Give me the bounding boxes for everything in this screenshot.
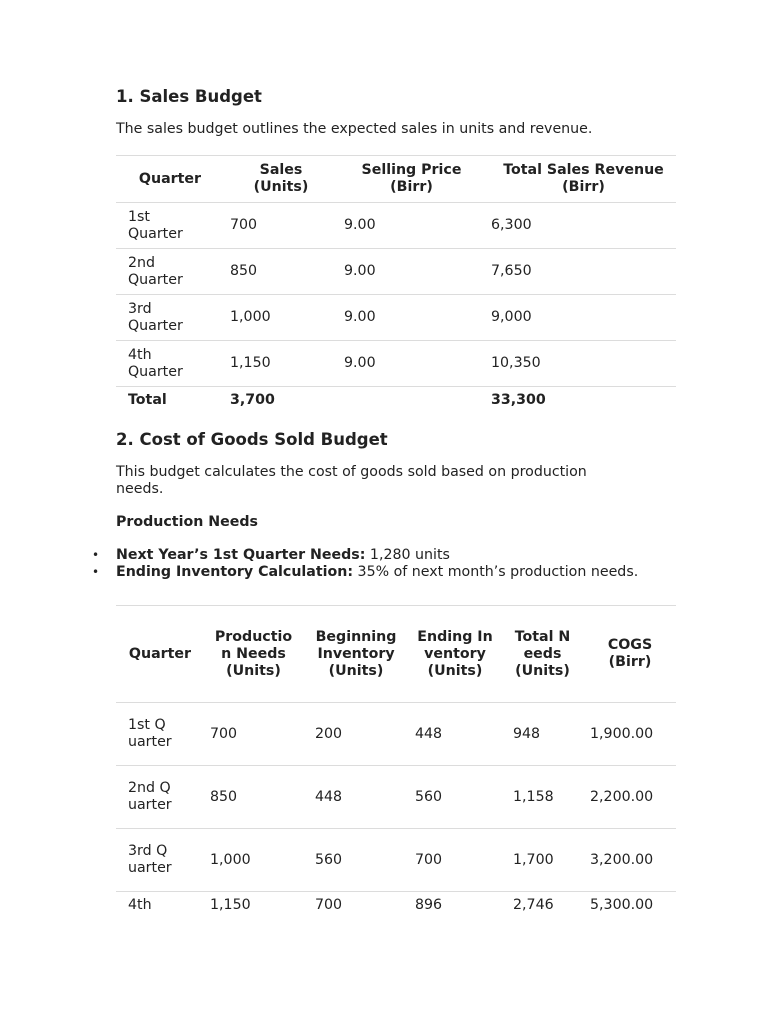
table-cell: 700 xyxy=(230,217,258,233)
bullet-icon: • xyxy=(92,548,100,562)
table-cell: 2,746 xyxy=(513,897,554,913)
column-header: Total Sales Revenue (Birr) xyxy=(503,162,664,195)
table-cell: 850 xyxy=(230,263,258,279)
table-cell: 4th xyxy=(128,897,152,913)
total-revenue: 33,300 xyxy=(491,392,546,409)
column-header: Ending Inventory (Units) xyxy=(417,628,493,679)
table-cell: 1,000 xyxy=(230,309,271,325)
table-cell: 850 xyxy=(210,788,238,805)
cogs-budget-description: This budget calculates the cost of goods sold based on production needs. xyxy=(116,464,587,497)
sales-budget-heading: 1. Sales Budget xyxy=(116,87,262,106)
table-cell: 448 xyxy=(315,788,343,805)
bullet-label: Next Year’s 1st Quarter Needs: xyxy=(116,547,366,563)
table-cell: 1,000 xyxy=(210,851,251,868)
table-row xyxy=(116,829,676,892)
table-row xyxy=(116,341,676,387)
table-row xyxy=(116,203,676,249)
table-cell: 1st Quarter xyxy=(128,208,183,242)
table-cell: 3rd Quarter xyxy=(128,300,183,334)
table-cell: 700 xyxy=(415,851,443,868)
table-cell: 3rd Quarter xyxy=(128,843,172,876)
table-header-row xyxy=(116,156,676,203)
table-cell: 9.00 xyxy=(344,355,376,371)
table-cell: 1,150 xyxy=(230,355,271,371)
table-cell: 700 xyxy=(315,897,343,913)
bullet-text: 1,280 units xyxy=(365,547,450,563)
table-cell: 4th Quarter xyxy=(128,346,183,380)
table-cell: 700 xyxy=(210,725,238,742)
cogs-budget-table xyxy=(116,605,676,920)
table-cell: 10,350 xyxy=(491,355,541,371)
table-cell: 2nd Quarter xyxy=(128,254,183,288)
table-total-row xyxy=(116,387,676,415)
column-header: COGS (Birr) xyxy=(607,637,653,670)
column-header: Sales (Units) xyxy=(253,162,309,195)
table-row xyxy=(116,249,676,295)
bullet-icon: • xyxy=(92,565,100,579)
total-price xyxy=(332,387,479,415)
table-cell: 9.00 xyxy=(344,309,376,325)
list-item xyxy=(92,547,676,564)
table-cell: 1,700 xyxy=(513,851,554,868)
table-cell: 1,900.00 xyxy=(590,725,654,742)
table-row xyxy=(116,766,676,829)
table-row xyxy=(116,703,676,766)
sales-budget-table xyxy=(116,155,676,415)
table-cell: 2nd Quarter xyxy=(128,780,172,813)
total-label: Total xyxy=(128,392,167,409)
table-cell: 9,000 xyxy=(491,309,532,325)
table-cell: 200 xyxy=(315,725,343,742)
table-cell: 5,300.00 xyxy=(590,897,654,913)
list-item xyxy=(92,564,676,581)
table-cell: 6,300 xyxy=(491,217,532,233)
table-cell: 560 xyxy=(415,788,443,805)
column-header: Production Needs (Units) xyxy=(214,628,293,679)
production-needs-subheading: Production Needs xyxy=(116,514,258,530)
table-cell: 7,650 xyxy=(491,263,532,279)
table-cell: 3,200.00 xyxy=(590,851,654,868)
column-header: Total Needs (Units) xyxy=(514,628,571,679)
table-cell: 560 xyxy=(315,851,343,868)
table-cell: 2,200.00 xyxy=(590,788,654,805)
table-cell: 1,150 xyxy=(210,897,251,913)
column-header: Quarter xyxy=(128,645,192,662)
column-header: Quarter xyxy=(138,170,202,187)
column-header: Beginning Inventory (Units) xyxy=(315,628,397,679)
table-cell: 948 xyxy=(513,725,541,742)
table-cell: 448 xyxy=(415,725,443,742)
column-header: Selling Price (Birr) xyxy=(361,162,462,195)
table-cell: 9.00 xyxy=(344,263,376,279)
sales-budget-description: The sales budget outlines the expected sales in units and revenue. xyxy=(116,121,593,137)
table-row xyxy=(116,892,676,920)
total-units: 3,700 xyxy=(230,392,275,409)
table-header-row xyxy=(116,606,676,703)
table-cell: 896 xyxy=(415,897,443,913)
bullet-text: 35% of next month’s production needs. xyxy=(353,564,639,580)
table-cell: 9.00 xyxy=(344,217,376,233)
bullet-label: Ending Inventory Calculation: xyxy=(116,564,354,580)
cogs-budget-heading: 2. Cost of Goods Sold Budget xyxy=(116,430,388,449)
table-row xyxy=(116,295,676,341)
table-cell: 1,158 xyxy=(513,788,554,805)
production-needs-list xyxy=(92,547,676,581)
table-cell: 1st Quarter xyxy=(128,717,172,750)
